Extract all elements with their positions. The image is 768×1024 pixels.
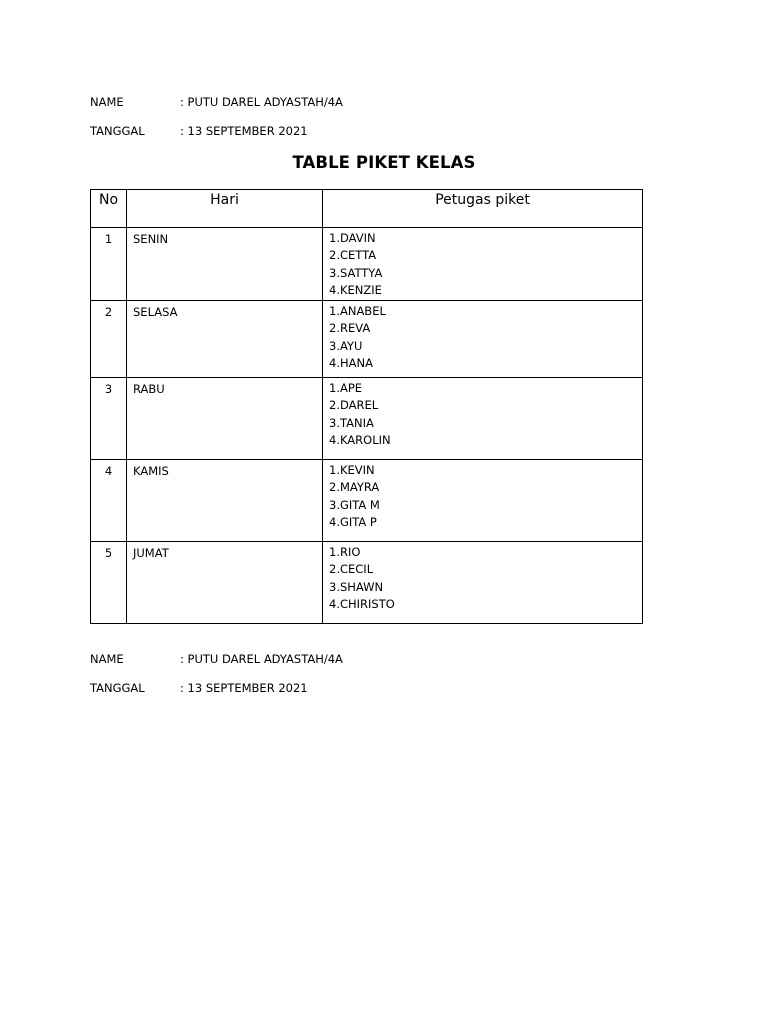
petugas-item: 2.CECIL (329, 562, 374, 577)
header-date-value: : 13 SEPTEMBER 2021 (180, 124, 308, 138)
petugas-item: 2.CETTA (329, 248, 377, 263)
cell-no: 4 (91, 460, 127, 542)
cell-petugas (323, 542, 643, 624)
footer-name-value: : PUTU DAREL ADYASTAH/4A (180, 652, 343, 666)
petugas-item: 3.TANIA (329, 415, 374, 430)
petugas-item: 4.KAROLIN (329, 432, 391, 447)
footer-name-line (90, 652, 343, 666)
petugas-item: 4.GITA P (329, 514, 377, 529)
cell-petugas (323, 460, 643, 542)
footer-date-line (90, 681, 308, 695)
petugas-item: 3.AYU (329, 338, 363, 353)
col-header-petugas: Petugas piket (323, 190, 643, 228)
cell-hari: KAMIS (127, 460, 323, 542)
cell-no: 2 (91, 301, 127, 378)
cell-hari: SELASA (127, 301, 323, 378)
cell-no: 1 (91, 228, 127, 301)
petugas-item: 2.MAYRA (329, 480, 380, 495)
petugas-item: 2.REVA (329, 321, 371, 336)
piket-table (90, 189, 643, 624)
petugas-item: 1.KEVIN (329, 463, 375, 477)
petugas-item: 1.APE (329, 381, 363, 395)
table-row (91, 378, 643, 460)
petugas-item: 3.GITA M (329, 497, 380, 512)
cell-no: 3 (91, 378, 127, 460)
petugas-item: 4.KENZIE (329, 282, 382, 297)
footer-date-value: : 13 SEPTEMBER 2021 (180, 681, 308, 695)
col-header-no: No (91, 190, 127, 228)
header-name-line (90, 95, 343, 109)
cell-hari: JUMAT (127, 542, 323, 624)
petugas-item: 3.SATTYA (329, 265, 383, 280)
header-name-value: : PUTU DAREL ADYASTAH/4A (180, 95, 343, 109)
table-row (91, 301, 643, 378)
table-row (91, 228, 643, 301)
cell-hari: RABU (127, 378, 323, 460)
petugas-item: 4.CHIRISTO (329, 596, 395, 611)
cell-petugas (323, 378, 643, 460)
cell-no: 5 (91, 542, 127, 624)
petugas-item: 1.RIO (329, 545, 361, 559)
table-row (91, 542, 643, 624)
header-name-label: NAME (90, 95, 124, 109)
cell-petugas (323, 301, 643, 378)
header-date-line (90, 124, 308, 138)
table-row (91, 460, 643, 542)
col-header-hari: Hari (127, 190, 323, 228)
petugas-item: 3.SHAWN (329, 579, 384, 594)
petugas-item: 1.ANABEL (329, 304, 386, 318)
header-date-label: TANGGAL (90, 124, 145, 138)
petugas-item: 2.DAREL (329, 398, 379, 413)
page-title: TABLE PIKET KELAS (292, 153, 476, 172)
cell-petugas (323, 228, 643, 301)
petugas-item: 1.DAVIN (329, 231, 376, 245)
footer-name-label: NAME (90, 652, 124, 666)
cell-hari: SENIN (127, 228, 323, 301)
footer-date-label: TANGGAL (90, 681, 145, 695)
table-header-row (91, 190, 643, 228)
petugas-item: 4.HANA (329, 355, 373, 370)
